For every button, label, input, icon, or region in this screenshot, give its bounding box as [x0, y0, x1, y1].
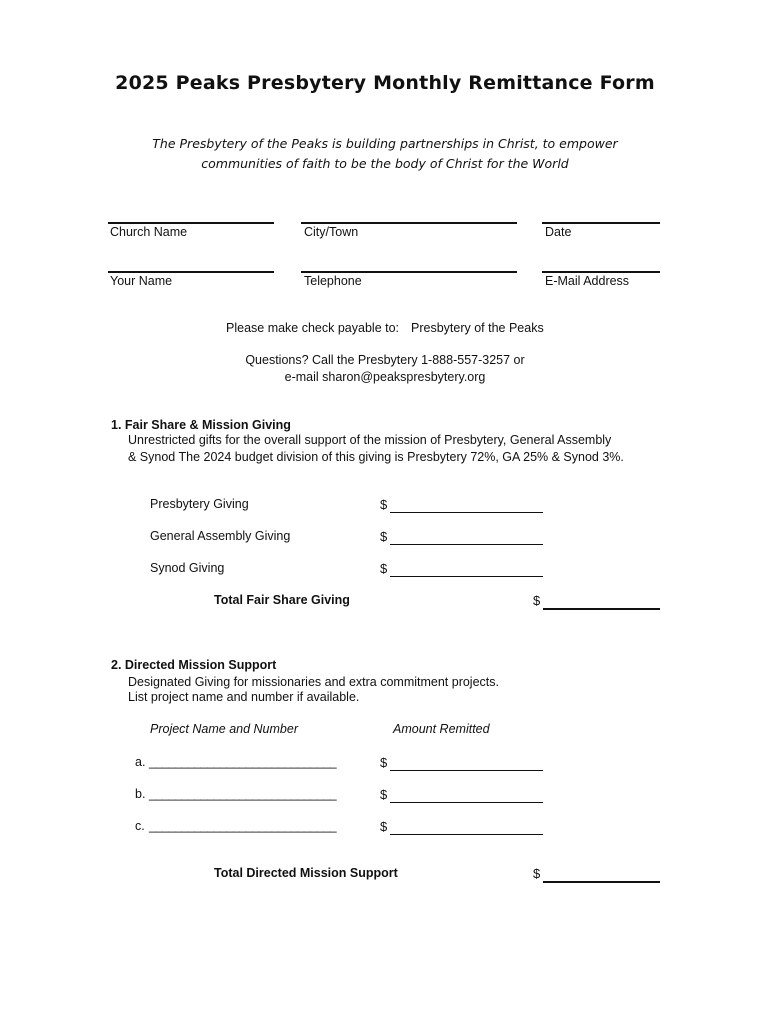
synod-giving-input[interactable] — [390, 562, 543, 577]
section2-heading: 2. Directed Mission Support — [111, 658, 277, 672]
amount-column-header: Amount Remitted — [393, 722, 490, 736]
project-c-amount-input[interactable] — [390, 820, 543, 835]
project-a-letter: a. — [135, 755, 146, 769]
synod-giving-currency: $ — [380, 561, 388, 576]
project-b-letter: b. — [135, 787, 146, 801]
telephone-field[interactable] — [301, 271, 517, 273]
email-address-label: E-Mail Address — [545, 274, 630, 288]
email-address-field[interactable] — [542, 271, 660, 273]
project-b-name-input[interactable]: _____________________________ — [149, 787, 337, 801]
presbytery-giving-label: Presbytery Giving — [150, 497, 249, 511]
project-b-currency: $ — [380, 787, 388, 802]
presbytery-giving-input[interactable] — [390, 498, 543, 513]
city-town-field[interactable] — [301, 222, 517, 224]
tagline-line-1: The Presbytery of the Peaks is building partnerships in Christ, to empower — [152, 136, 618, 151]
synod-giving-label: Synod Giving — [150, 561, 225, 575]
project-b-amount-input[interactable] — [390, 788, 543, 803]
church-name-label: Church Name — [110, 225, 188, 239]
project-c-name-input[interactable]: _____________________________ — [149, 819, 337, 833]
telephone-label: Telephone — [304, 274, 362, 288]
date-label: Date — [545, 225, 572, 239]
total-directed-mission-currency: $ — [533, 866, 541, 881]
general-assembly-giving-currency: $ — [380, 529, 388, 544]
total-fair-share-input[interactable] — [543, 594, 660, 610]
project-c-currency: $ — [380, 819, 388, 834]
general-assembly-giving-input[interactable] — [390, 530, 543, 545]
page-title: 2025 Peaks Presbytery Monthly Remittance Form — [115, 72, 655, 94]
total-fair-share-label: Total Fair Share Giving — [214, 593, 350, 607]
questions-email-line: e-mail sharon@peakspresbytery.org — [284, 370, 486, 384]
project-a-amount-input[interactable] — [390, 756, 543, 771]
tagline-line-2: communities of faith to be the body of Christ for the World — [201, 156, 569, 171]
project-a-currency: $ — [380, 755, 388, 770]
general-assembly-giving-label: General Assembly Giving — [150, 529, 291, 543]
your-name-field[interactable] — [108, 271, 274, 273]
project-a-name-input[interactable]: _____________________________ — [149, 755, 337, 769]
payable-label: Please make check payable to: — [226, 321, 400, 335]
project-c-letter: c. — [135, 819, 145, 833]
section1-desc-line-1: Unrestricted gifts for the overall support of the mission of Presbytery, General Assembly — [128, 433, 612, 447]
total-directed-mission-label: Total Directed Mission Support — [214, 866, 398, 880]
church-name-field[interactable] — [108, 222, 274, 224]
payable-payee: Presbytery of the Peaks — [411, 321, 544, 335]
questions-line-1: Questions? Call the Presbytery 1-888-557-3257 or — [245, 353, 525, 367]
city-town-label: City/Town — [304, 225, 359, 239]
section2-desc-line-2: List project name and number if available. — [128, 690, 360, 704]
section2-desc-line-1: Designated Giving for missionaries and extra commitment projects. — [128, 675, 499, 689]
total-directed-mission-input[interactable] — [543, 867, 660, 883]
section1-desc-line-2: & Synod The 2024 budget division of this giving is Presbytery 72%, GA 25% & Synod 3%. — [128, 450, 624, 464]
total-fair-share-currency: $ — [533, 593, 541, 608]
presbytery-giving-currency: $ — [380, 497, 388, 512]
date-field[interactable] — [542, 222, 660, 224]
your-name-label: Your Name — [110, 274, 173, 288]
section1-heading: 1. Fair Share & Mission Giving — [111, 418, 291, 432]
project-column-header: Project Name and Number — [150, 722, 298, 736]
